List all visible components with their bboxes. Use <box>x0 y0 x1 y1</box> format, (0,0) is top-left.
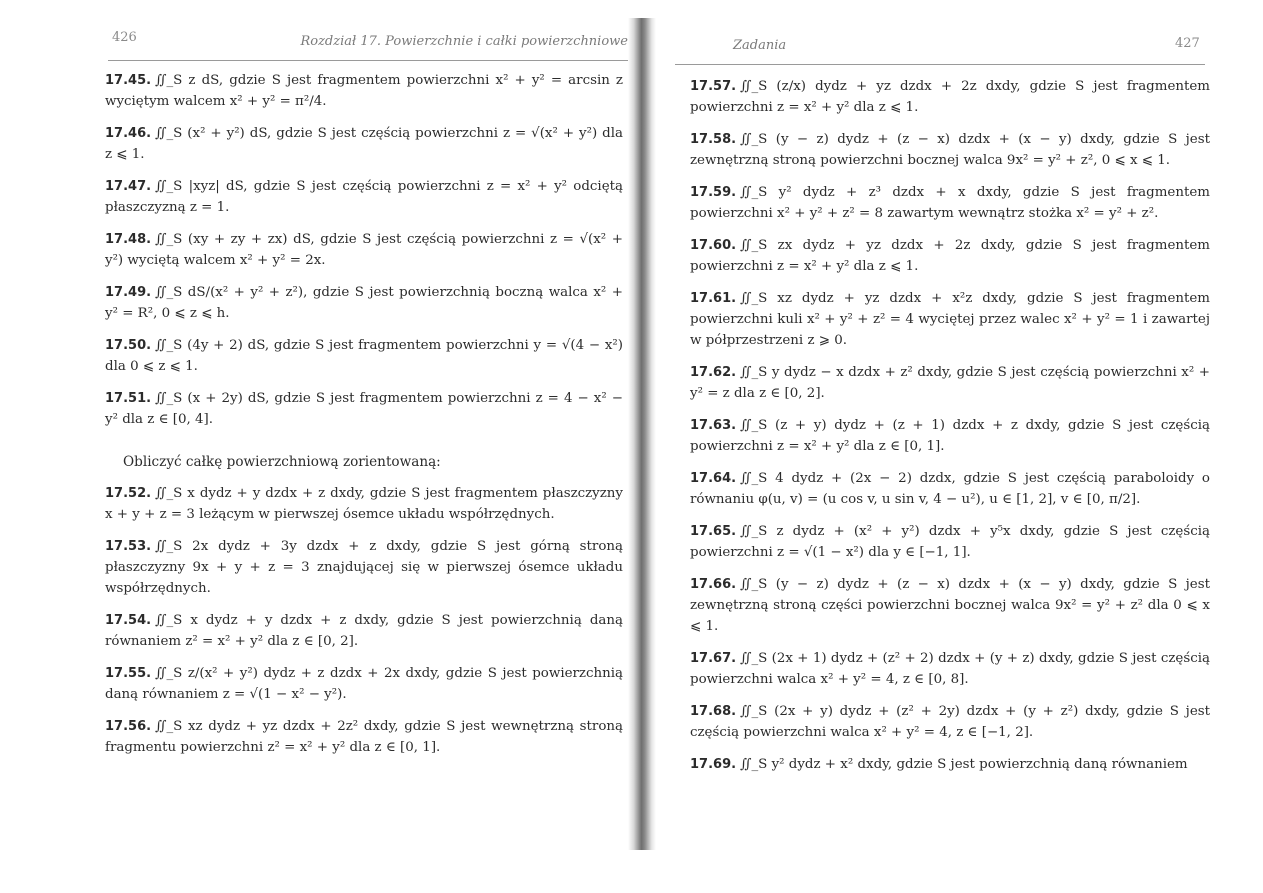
section-intro: Obliczyć całkę powierzchniową zorientowaną: <box>123 454 441 470</box>
right-running-header: Zadania <box>733 38 787 53</box>
problem-number: 17.68. <box>690 704 737 719</box>
problem-item <box>105 70 623 112</box>
problem-number: 17.51. <box>105 391 152 406</box>
problem-number: 17.47. <box>105 179 152 194</box>
problem-text: ∬_S z/(x² + y²) dydz + z dzdx + 2x dxdy, gdzie S jest powierzchnią daną równaniem z = √(1 − x² − y²). <box>105 666 623 702</box>
left-problems-after <box>105 483 623 758</box>
problem-text: ∬_S 2x dydz + 3y dzdx + z dxdy, gdzie S jest górną stroną płaszczyzny 9x + y + z = 3 znajdującej się w pierwszej ósemce układu współrzędnych. <box>105 539 623 596</box>
right-page <box>645 0 1263 893</box>
problem-number: 17.66. <box>690 577 737 592</box>
problem-text: ∬_S (y − z) dydz + (z − x) dzdx + (x − y) dxdy, gdzie S jest zewnętrzną stroną części powierzchni bocznej walca 9x² = y² + z² dla 0 ⩽ x ⩽ 1. <box>690 577 1210 634</box>
problem-text: ∬_S dS/(x² + y² + z²), gdzie S jest powierzchnią boczną walca x² + y² = R², 0 ⩽ z ⩽ h. <box>105 285 623 321</box>
problem-item <box>105 335 623 377</box>
problem-number: 17.55. <box>105 666 152 681</box>
problem-item <box>690 235 1210 277</box>
problem-text: ∬_S (xy + zy + zx) dS, gdzie S jest częścią powierzchni z = √(x² + y²) wyciętą walcem x² + y² = 2x. <box>105 232 623 268</box>
problem-item <box>690 362 1210 404</box>
problem-number: 17.61. <box>690 291 737 306</box>
problem-text: ∬_S x dydz + y dzdx + z dxdy, gdzie S jest powierzchnią daną równaniem z² = x² + y² dla z ∈ [0, 2]. <box>105 613 623 649</box>
problem-item <box>690 288 1210 351</box>
problem-text: ∬_S x dydz + y dzdx + z dxdy, gdzie S jest fragmentem płaszczyzny x + y + z = 3 leżącym w pierwszej ósemce układu współrzędnych. <box>105 486 623 522</box>
problem-item <box>105 176 623 218</box>
problem-item <box>690 129 1210 171</box>
problem-text: ∬_S (y − z) dydz + (z − x) dzdx + (x − y) dxdy, gdzie S jest zewnętrzną stroną powierzchni bocznej walca 9x² = y² + z², 0 ⩽ x ⩽ 1. <box>690 132 1210 168</box>
problem-text: ∬_S (2x + 1) dydz + (z² + 2) dzdx + (y + z) dxdy, gdzie S jest częścią powierzchni walca x² + y² = 4, z ∈ [0, 8]. <box>690 651 1210 687</box>
problem-text: ∬_S |xyz| dS, gdzie S jest częścią powierzchni z = x² + y² odciętą płaszczyzną z = 1. <box>105 179 623 215</box>
problem-item <box>105 483 623 525</box>
problem-number: 17.46. <box>105 126 152 141</box>
problem-item <box>105 610 623 652</box>
problem-number: 17.56. <box>105 719 152 734</box>
problem-number: 17.67. <box>690 651 737 666</box>
problem-number: 17.58. <box>690 132 737 147</box>
problem-text: ∬_S (4y + 2) dS, gdzie S jest fragmentem powierzchni y = √(4 − x²) dla 0 ⩽ z ⩽ 1. <box>105 338 623 374</box>
problem-text: ∬_S y dydz − x dzdx + z² dxdy, gdzie S jest częścią powierzchni x² + y² = z dla z ∈ [0, 2]. <box>690 365 1210 401</box>
problem-number: 17.52. <box>105 486 152 501</box>
problem-text: ∬_S y² dydz + z³ dzdx + x dxdy, gdzie S jest fragmentem powierzchni x² + y² + z² = 8 zawartym wewnątrz stożka x² = y² + z². <box>690 185 1210 221</box>
problem-item <box>690 648 1210 690</box>
problem-number: 17.62. <box>690 365 737 380</box>
problem-number: 17.64. <box>690 471 737 486</box>
problem-text: ∬_S z dS, gdzie S jest fragmentem powierzchni x² + y² = arcsin z wyciętym walcem x² + y² = π²/4. <box>105 73 623 109</box>
problem-number: 17.50. <box>105 338 152 353</box>
problem-number: 17.63. <box>690 418 737 433</box>
problem-item <box>105 123 623 165</box>
problem-text: ∬_S (x² + y²) dS, gdzie S jest częścią powierzchni z = √(x² + y²) dla z ⩽ 1. <box>105 126 623 162</box>
problem-item <box>105 536 623 599</box>
right-problem-list <box>690 76 1210 786</box>
problem-item <box>690 468 1210 510</box>
problem-number: 17.49. <box>105 285 152 300</box>
left-header-rule <box>108 60 628 61</box>
problem-text: ∬_S xz dydz + yz dzdx + 2z² dxdy, gdzie S jest wewnętrzną stroną fragmentu powierzchni z² = x² + y² dla z ∈ [0, 1]. <box>105 719 623 755</box>
left-running-header: Rozdział 17. Powierzchnie i całki powierzchniowe <box>300 34 628 49</box>
problem-text: ∬_S xz dydz + yz dzdx + x²z dxdy, gdzie S jest fragmentem powierzchni kuli x² + y² + z² = 4 wyciętej przez walec x² + y² = 1 i zawartej w półprzestrzeni z ⩾ 0. <box>690 291 1210 348</box>
problem-item <box>690 415 1210 457</box>
problem-item <box>105 663 623 705</box>
left-page-number: 426 <box>112 30 137 45</box>
problem-item <box>690 76 1210 118</box>
problem-number: 17.54. <box>105 613 152 628</box>
problem-text: ∬_S (2x + y) dydz + (z² + 2y) dzdx + (y + z²) dxdy, gdzie S jest częścią powierzchni walca x² + y² = 4, z ∈ [−1, 2]. <box>690 704 1210 740</box>
problem-number: 17.48. <box>105 232 152 247</box>
problem-text: ∬_S z dydz + (x² + y²) dzdx + y⁵x dxdy, gdzie S jest częścią powierzchni z = √(1 − x²) dla y ∈ [−1, 1]. <box>690 524 1210 560</box>
problem-text: ∬_S (x + 2y) dS, gdzie S jest fragmentem powierzchni z = 4 − x² − y² dla z ∈ [0, 4]. <box>105 391 623 427</box>
problem-text: ∬_S zx dydz + yz dzdx + 2z dxdy, gdzie S jest fragmentem powierzchni z = x² + y² dla z ⩽ 1. <box>690 238 1210 274</box>
problem-number: 17.53. <box>105 539 152 554</box>
problem-number: 17.59. <box>690 185 737 200</box>
problem-item <box>105 282 623 324</box>
problem-text: ∬_S y² dydz + x² dxdy, gdzie S jest powierzchnią daną równaniem <box>740 757 1188 772</box>
problem-text: ∬_S (z/x) dydz + yz dzdx + 2z dxdy, gdzie S jest fragmentem powierzchni z = x² + y² dla z ⩽ 1. <box>690 79 1210 115</box>
problem-text: ∬_S 4 dydz + (2x − 2) dzdx, gdzie S jest częścią paraboloidy o równaniu φ(u, v) = (u cos v, u sin v, 4 − u²), u ∈ [1, 2], v ∈ [0, π/2]. <box>690 471 1210 507</box>
problem-item <box>690 182 1210 224</box>
problem-item <box>105 716 623 758</box>
problem-item <box>690 701 1210 743</box>
right-problems <box>690 76 1210 775</box>
problem-item <box>105 388 623 430</box>
right-header-rule <box>675 64 1205 65</box>
right-page-number: 427 <box>1175 36 1200 51</box>
problem-number: 17.57. <box>690 79 737 94</box>
left-problem-list <box>105 70 623 769</box>
problem-item <box>690 574 1210 637</box>
problem-text: ∬_S (z + y) dydz + (z + 1) dzdx + z dxdy, gdzie S jest częścią powierzchni z = x² + y² dla z ∈ [0, 1]. <box>690 418 1210 454</box>
problem-number: 17.69. <box>690 757 737 772</box>
problem-number: 17.45. <box>105 73 152 88</box>
problem-item <box>105 229 623 271</box>
problem-number: 17.65. <box>690 524 737 539</box>
problem-item <box>690 521 1210 563</box>
problem-item <box>690 754 1210 775</box>
problem-number: 17.60. <box>690 238 737 253</box>
left-problems-before <box>105 70 623 430</box>
